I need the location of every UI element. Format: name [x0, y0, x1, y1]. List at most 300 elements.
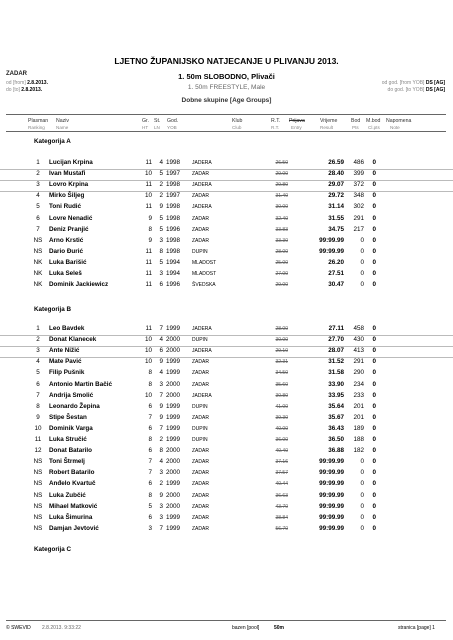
- lane-cell: 8: [159, 247, 163, 255]
- club-points-cell: 0: [372, 380, 376, 388]
- club-cell: ZADAR: [192, 226, 209, 233]
- birth-year-cell: 1999: [166, 358, 181, 366]
- swimmer-name: Luka Barišić: [49, 258, 87, 266]
- swimmer-name: Anđelo Kvartuč: [49, 480, 96, 488]
- club-cell: JADERA: [192, 160, 212, 166]
- entry-time-cell: 30.80: [275, 392, 288, 399]
- lane-cell: 2: [159, 181, 163, 189]
- place-cell: NS: [33, 513, 43, 521]
- age-group-cell: 6: [148, 447, 152, 455]
- table-row: [0, 214, 453, 225]
- lane-cell: 8: [159, 447, 163, 455]
- result-time-cell: 27.70: [328, 336, 344, 344]
- birth-year-cell: 2000: [166, 502, 181, 510]
- result-time-cell: 26.59: [328, 159, 344, 166]
- result-time-cell: 27.11: [328, 325, 344, 332]
- points-cell: 0: [360, 491, 364, 499]
- place-cell: NS: [33, 524, 43, 532]
- place-cell: 7: [36, 225, 40, 233]
- age-group-cell: 8: [148, 369, 152, 377]
- birth-year-cell: 1999: [166, 424, 181, 432]
- swimmer-name: Leonardo Žepina: [49, 402, 100, 410]
- swimmer-name: Lovro Krpina: [49, 181, 89, 189]
- club-cell: ZADAR: [192, 503, 209, 510]
- club-cell: ZADAR: [192, 215, 209, 222]
- points-cell: 458: [353, 325, 364, 332]
- club-points-cell: 0: [372, 413, 376, 421]
- club-points-cell: 0: [372, 491, 376, 499]
- lane-cell: 3: [159, 236, 163, 244]
- birth-year-cell: 1999: [166, 513, 181, 521]
- age-groups-title: Dobne skupine [Age Groups]: [181, 97, 272, 104]
- place-cell: 3: [36, 181, 40, 189]
- footer-page: stranica [page] 1: [398, 625, 435, 631]
- club-cell: JADERA: [192, 182, 212, 189]
- category-heading: Kategorija A: [34, 138, 71, 145]
- entry-time-cell: 30.00: [275, 337, 288, 344]
- age-group-cell: 8: [148, 380, 152, 388]
- birth-year-cell: 1999: [166, 480, 181, 488]
- club-points-cell: 0: [372, 214, 376, 222]
- age-group-cell: 11: [145, 258, 152, 266]
- age-group-cell: 11: [145, 181, 152, 189]
- lane-cell: 5: [159, 258, 163, 266]
- lane-cell: 3: [159, 513, 163, 521]
- club-cell: JADERA: [192, 392, 212, 399]
- club-points-cell: 0: [372, 225, 376, 233]
- header-name: Name: [56, 125, 69, 130]
- birth-year-cell: 1999: [166, 524, 181, 532]
- points-cell: 348: [353, 192, 364, 200]
- result-time-cell: 36.88: [328, 447, 344, 455]
- category-heading: Kategorija C: [34, 546, 72, 553]
- result-time-cell: 99:99.99: [319, 458, 344, 466]
- points-cell: 0: [360, 458, 364, 466]
- lane-cell: 9: [159, 402, 163, 410]
- lane-cell: 5: [159, 225, 163, 233]
- swimmer-name: Mate Pavić: [49, 358, 82, 366]
- city: ZADAR: [6, 71, 27, 77]
- birth-year-cell: 2000: [166, 447, 181, 455]
- age-group-cell: 8: [148, 491, 152, 499]
- birth-year-cell: 1999: [166, 369, 181, 377]
- result-time-cell: 36.43: [328, 424, 344, 432]
- points-cell: 188: [353, 436, 364, 443]
- place-cell: 4: [36, 192, 40, 200]
- lane-cell: 9: [159, 413, 163, 421]
- club-cell: DUPIN: [192, 425, 208, 432]
- table-row: [0, 524, 453, 535]
- place-cell: 12: [34, 447, 42, 455]
- swimmer-name: Luka Zubčić: [49, 491, 86, 499]
- lane-cell: 5: [159, 170, 163, 178]
- birth-year-cell: 1998: [166, 181, 181, 189]
- birth-year-cell: 1997: [166, 170, 181, 178]
- place-cell: 1: [36, 159, 40, 166]
- swimmer-name: Andrija Smolić: [49, 391, 94, 399]
- age-group-cell: 10: [144, 391, 152, 399]
- club-cell: JADERA: [192, 348, 212, 355]
- points-cell: 413: [353, 347, 364, 355]
- place-cell: NS: [33, 236, 43, 244]
- club-cell: DUPIN: [192, 248, 208, 255]
- swimmer-name: Donat Batarilo: [49, 447, 93, 455]
- entry-time-cell: 36.00: [275, 437, 288, 443]
- table-row: [0, 468, 453, 479]
- table-row: [0, 269, 453, 280]
- entry-time-cell: 37.57: [275, 470, 288, 477]
- place-cell: 5: [36, 369, 40, 377]
- swimmer-name: Donat Klanecek: [49, 336, 97, 344]
- club-points-cell: 0: [372, 402, 376, 410]
- club-cell: ZADAR: [192, 470, 209, 477]
- header-club: Club: [232, 125, 242, 130]
- lane-cell: 3: [159, 502, 163, 510]
- entry-time-cell: 56.70: [275, 525, 288, 532]
- club-points-cell: 0: [372, 258, 376, 266]
- place-cell: 10: [34, 424, 42, 432]
- entry-time-cell: 32.31: [275, 359, 288, 366]
- result-time-cell: 29.72: [328, 192, 344, 200]
- entry-time-cell: 41.00: [275, 403, 288, 410]
- lane-cell: 7: [159, 325, 163, 332]
- birth-year-cell: 1998: [166, 236, 181, 244]
- club-points-cell: 0: [372, 391, 376, 399]
- result-time-cell: 35.67: [328, 413, 344, 421]
- age-group-cell: 7: [148, 458, 152, 466]
- club-points-cell: 0: [372, 513, 376, 521]
- age-group-cell: 10: [144, 192, 152, 200]
- birth-year-cell: 1998: [166, 214, 181, 222]
- table-row: [0, 180, 453, 192]
- place-cell: 11: [34, 436, 42, 443]
- age-group-cell: 7: [148, 413, 152, 421]
- points-cell: 0: [360, 236, 364, 244]
- table-row: [0, 502, 453, 513]
- entry-time-cell: 29.00: [275, 282, 288, 289]
- club-points-cell: 0: [372, 447, 376, 455]
- result-time-cell: 29.07: [328, 181, 344, 189]
- entry-time-cell: 32.40: [275, 215, 288, 222]
- result-time-cell: 99:99.99: [319, 480, 344, 488]
- footer-pool: 50m: [274, 625, 285, 631]
- lane-cell: 3: [159, 469, 163, 477]
- lane-cell: 2: [159, 436, 163, 443]
- lane-cell: 4: [159, 458, 163, 466]
- swimmer-name: Toni Rudić: [49, 203, 82, 211]
- club-cell: JADERA: [192, 326, 212, 332]
- header-klub: Klub: [232, 118, 243, 124]
- club-cell: MLADOST: [192, 259, 217, 266]
- club-cell: JADERA: [192, 204, 212, 211]
- header-pts: Pts: [352, 125, 359, 130]
- table-row: [0, 479, 453, 490]
- footer-software: © SWEVID: [6, 625, 31, 631]
- result-time-cell: 99:99.99: [319, 236, 344, 244]
- club-cell: ZADAR: [192, 459, 209, 466]
- club-cell: DUPIN: [192, 403, 208, 410]
- birth-year-cell: 1994: [166, 270, 181, 277]
- table-row: [0, 169, 453, 181]
- club-points-cell: 0: [372, 336, 376, 344]
- club-points-cell: 0: [372, 181, 376, 189]
- result-time-cell: 28.07: [328, 347, 344, 355]
- table-row: [0, 335, 453, 347]
- swimmer-name: Robert Batarilo: [49, 469, 95, 477]
- swimmer-name: Stipe Šestan: [49, 413, 87, 421]
- year-from: od god. [from YOB] DS [AG]: [381, 80, 445, 86]
- age-group-cell: 11: [145, 281, 152, 289]
- lane-cell: 9: [159, 203, 163, 211]
- entry-time-cell: 37.16: [275, 459, 288, 466]
- table-row: [0, 357, 453, 368]
- swimmer-name: Ivan Mustafi: [49, 170, 86, 178]
- result-time-cell: 34.75: [328, 225, 344, 233]
- age-group-cell: 11: [145, 325, 152, 332]
- place-cell: NS: [33, 458, 43, 466]
- lane-cell: 5: [159, 214, 163, 222]
- swimmer-name: Mirko Šiljeg: [49, 192, 85, 200]
- entry-time-cell: 33.83: [275, 226, 288, 233]
- result-time-cell: 99:99.99: [319, 502, 344, 510]
- age-group-cell: 11: [145, 203, 152, 211]
- points-cell: 0: [360, 480, 364, 488]
- swimmer-name: Damjan Jevtović: [49, 524, 99, 532]
- entry-time-cell: 35.60: [275, 381, 288, 388]
- birth-year-cell: 1999: [166, 402, 181, 410]
- result-time-cell: 99:99.99: [319, 247, 344, 255]
- birth-year-cell: 1998: [166, 159, 181, 166]
- place-cell: NS: [33, 469, 43, 477]
- place-cell: NS: [33, 502, 43, 510]
- points-cell: 0: [360, 281, 364, 289]
- header-ln: LN: [154, 125, 160, 130]
- club-cell: ZADAR: [192, 193, 209, 200]
- table-row: [0, 368, 453, 379]
- points-cell: 0: [360, 513, 364, 521]
- club-cell: ZADAR: [192, 514, 209, 521]
- table-row: [0, 258, 453, 269]
- points-cell: 290: [353, 369, 364, 377]
- result-time-cell: 31.14: [328, 203, 344, 211]
- place-cell: NS: [33, 480, 43, 488]
- footer-rule: [6, 620, 446, 621]
- entry-time-cell: 33.30: [275, 237, 288, 244]
- header-gr: Gr.: [142, 118, 149, 124]
- table-row: [0, 424, 453, 435]
- result-time-cell: 35.64: [328, 402, 344, 410]
- club-points-cell: 0: [372, 281, 376, 289]
- lane-cell: 9: [159, 491, 163, 499]
- category-heading: Kategorija B: [34, 306, 72, 313]
- birth-year-cell: 2000: [166, 336, 181, 344]
- swimmer-name: Lucijan Krpina: [49, 159, 93, 166]
- swimmer-name: Deniz Pranjić: [49, 225, 89, 233]
- place-cell: 7: [36, 391, 40, 399]
- result-time-cell: 26.20: [328, 258, 344, 266]
- club-points-cell: 0: [372, 325, 376, 332]
- place-cell: 2: [36, 336, 40, 344]
- header-rt-en: R.T.: [271, 125, 280, 130]
- place-cell: NK: [33, 270, 43, 277]
- header-mbod: M.bod: [366, 118, 381, 124]
- lane-cell: 4: [159, 369, 163, 377]
- table-row: [0, 513, 453, 524]
- header-entry: Entry: [291, 125, 302, 130]
- table-row: [0, 225, 453, 236]
- table-row: [0, 457, 453, 468]
- birth-year-cell: 1996: [166, 225, 181, 233]
- table-row: [0, 413, 453, 424]
- age-group-cell: 3: [148, 524, 152, 532]
- place-cell: NS: [33, 247, 43, 255]
- age-group-cell: 6: [148, 424, 152, 432]
- page-title: LJETNO ŽUPANIJSKO NATJECANJE U PLIVANJU 2013.: [114, 56, 339, 66]
- entry-time-cell: 39.30: [275, 414, 288, 421]
- points-cell: 201: [353, 413, 364, 421]
- lane-cell: 3: [159, 270, 163, 277]
- year-to: do god. [to YOB] DS [AG]: [387, 87, 445, 93]
- table-row: [0, 202, 453, 213]
- club-cell: DUPIN: [192, 437, 208, 443]
- header-naziv: Naziv: [56, 118, 69, 124]
- table-row: [0, 247, 453, 258]
- place-cell: 8: [36, 402, 40, 410]
- header-note: Note: [390, 125, 400, 130]
- lane-cell: 4: [159, 159, 163, 166]
- place-cell: 4: [36, 358, 40, 366]
- place-cell: NK: [33, 281, 43, 289]
- club-cell: ZADAR: [192, 525, 209, 532]
- age-group-cell: 6: [148, 480, 152, 488]
- age-group-cell: 8: [148, 225, 152, 233]
- table-row: [0, 280, 453, 291]
- entry-time-cell: 43.70: [275, 503, 288, 510]
- table-row: [0, 236, 453, 247]
- result-time-cell: 31.55: [328, 214, 344, 222]
- birth-year-cell: 1998: [166, 247, 181, 255]
- date-from: od [from] 2.8.2013.: [6, 80, 48, 86]
- entry-time-cell: 40.44: [275, 481, 288, 488]
- table-row: [0, 435, 453, 446]
- points-cell: 399: [353, 170, 364, 178]
- age-group-cell: 7: [148, 469, 152, 477]
- points-cell: 0: [360, 502, 364, 510]
- club-points-cell: 0: [372, 458, 376, 466]
- age-group-cell: 10: [144, 347, 152, 355]
- entry-time-cell: 31.40: [275, 193, 288, 200]
- age-group-cell: 10: [144, 358, 152, 366]
- club-points-cell: 0: [372, 469, 376, 477]
- birth-year-cell: 1997: [166, 192, 181, 200]
- entry-time-cell: 28.00: [275, 326, 288, 332]
- points-cell: 201: [353, 402, 364, 410]
- club-points-cell: 0: [372, 347, 376, 355]
- footer-pool-label: bazen [pool]: [232, 625, 260, 631]
- lane-cell: 7: [159, 524, 163, 532]
- event-title: 1. 50m SLOBODNO, Plivači: [178, 72, 275, 81]
- points-cell: 0: [360, 270, 364, 277]
- club-points-cell: 0: [372, 358, 376, 366]
- club-cell: ZADAR: [192, 370, 209, 377]
- entry-time-cell: 27.00: [275, 271, 288, 277]
- entry-time-cell: 26.50: [275, 160, 288, 166]
- entry-time-cell: 29.10: [275, 348, 288, 355]
- event-subtitle: 1. 50m FREESTYLE, Male: [187, 84, 266, 91]
- header-st: St.: [154, 118, 161, 124]
- lane-cell: 7: [159, 391, 163, 399]
- club-points-cell: 0: [372, 247, 376, 255]
- header-plasman: Plasman: [28, 118, 49, 124]
- result-time-cell: 99:99.99: [319, 524, 344, 532]
- table-row: [0, 391, 453, 402]
- points-cell: 302: [353, 203, 364, 211]
- swimmer-name: Lovre Nenadić: [49, 214, 93, 222]
- table-row: [0, 191, 453, 202]
- points-cell: 0: [360, 247, 364, 255]
- entry-time-cell: 30.00: [275, 204, 288, 211]
- birth-year-cell: 2000: [166, 491, 181, 499]
- club-cell: ZADAR: [192, 381, 209, 388]
- place-cell: 2: [36, 170, 40, 178]
- points-cell: 0: [360, 469, 364, 477]
- header-rule-top: [6, 114, 446, 115]
- club-cell: ZADAR: [192, 448, 209, 455]
- lane-cell: 7: [159, 424, 163, 432]
- place-cell: 9: [36, 413, 40, 421]
- birth-year-cell: 2000: [166, 391, 181, 399]
- swimmer-name: Arno Krstić: [49, 236, 84, 244]
- table-row: [0, 324, 453, 336]
- result-time-cell: 31.52: [328, 358, 344, 366]
- club-points-cell: 0: [372, 203, 376, 211]
- result-time-cell: 31.58: [328, 369, 344, 377]
- lane-cell: 9: [159, 358, 163, 366]
- birth-year-cell: 2000: [166, 347, 181, 355]
- table-row: [0, 446, 453, 457]
- place-cell: 3: [36, 347, 40, 355]
- swimmer-name: Luka Seleš: [49, 270, 82, 277]
- points-cell: 217: [353, 225, 364, 233]
- points-cell: 291: [353, 358, 364, 366]
- result-time-cell: 99:99.99: [319, 469, 344, 477]
- points-cell: 486: [353, 159, 364, 166]
- club-points-cell: 0: [372, 436, 376, 443]
- points-cell: 233: [353, 391, 364, 399]
- result-time-cell: 99:99.99: [319, 491, 344, 499]
- birth-year-cell: 2000: [166, 469, 181, 477]
- result-time-cell: 36.50: [328, 436, 344, 443]
- date-to: do [to] 2.8.2013.: [6, 87, 43, 93]
- place-cell: NS: [33, 491, 43, 499]
- entry-time-cell: 38.84: [275, 514, 288, 521]
- age-group-cell: 11: [145, 247, 152, 255]
- result-time-cell: 33.95: [328, 391, 344, 399]
- swimmer-name: Antonio Martin Bačić: [49, 380, 112, 388]
- age-group-cell: 8: [148, 436, 152, 443]
- age-group-cell: 9: [148, 214, 152, 222]
- birth-year-cell: 1998: [166, 203, 181, 211]
- header-god: God.: [167, 118, 179, 124]
- lane-cell: 4: [159, 336, 163, 344]
- birth-year-cell: 1999: [166, 436, 181, 443]
- place-cell: 1: [36, 325, 40, 332]
- lane-cell: 6: [159, 347, 163, 355]
- birth-year-cell: 2000: [166, 380, 181, 388]
- birth-year-cell: 2000: [166, 458, 181, 466]
- swimmer-name: Dominik Varga: [49, 424, 93, 432]
- points-cell: 291: [353, 214, 364, 222]
